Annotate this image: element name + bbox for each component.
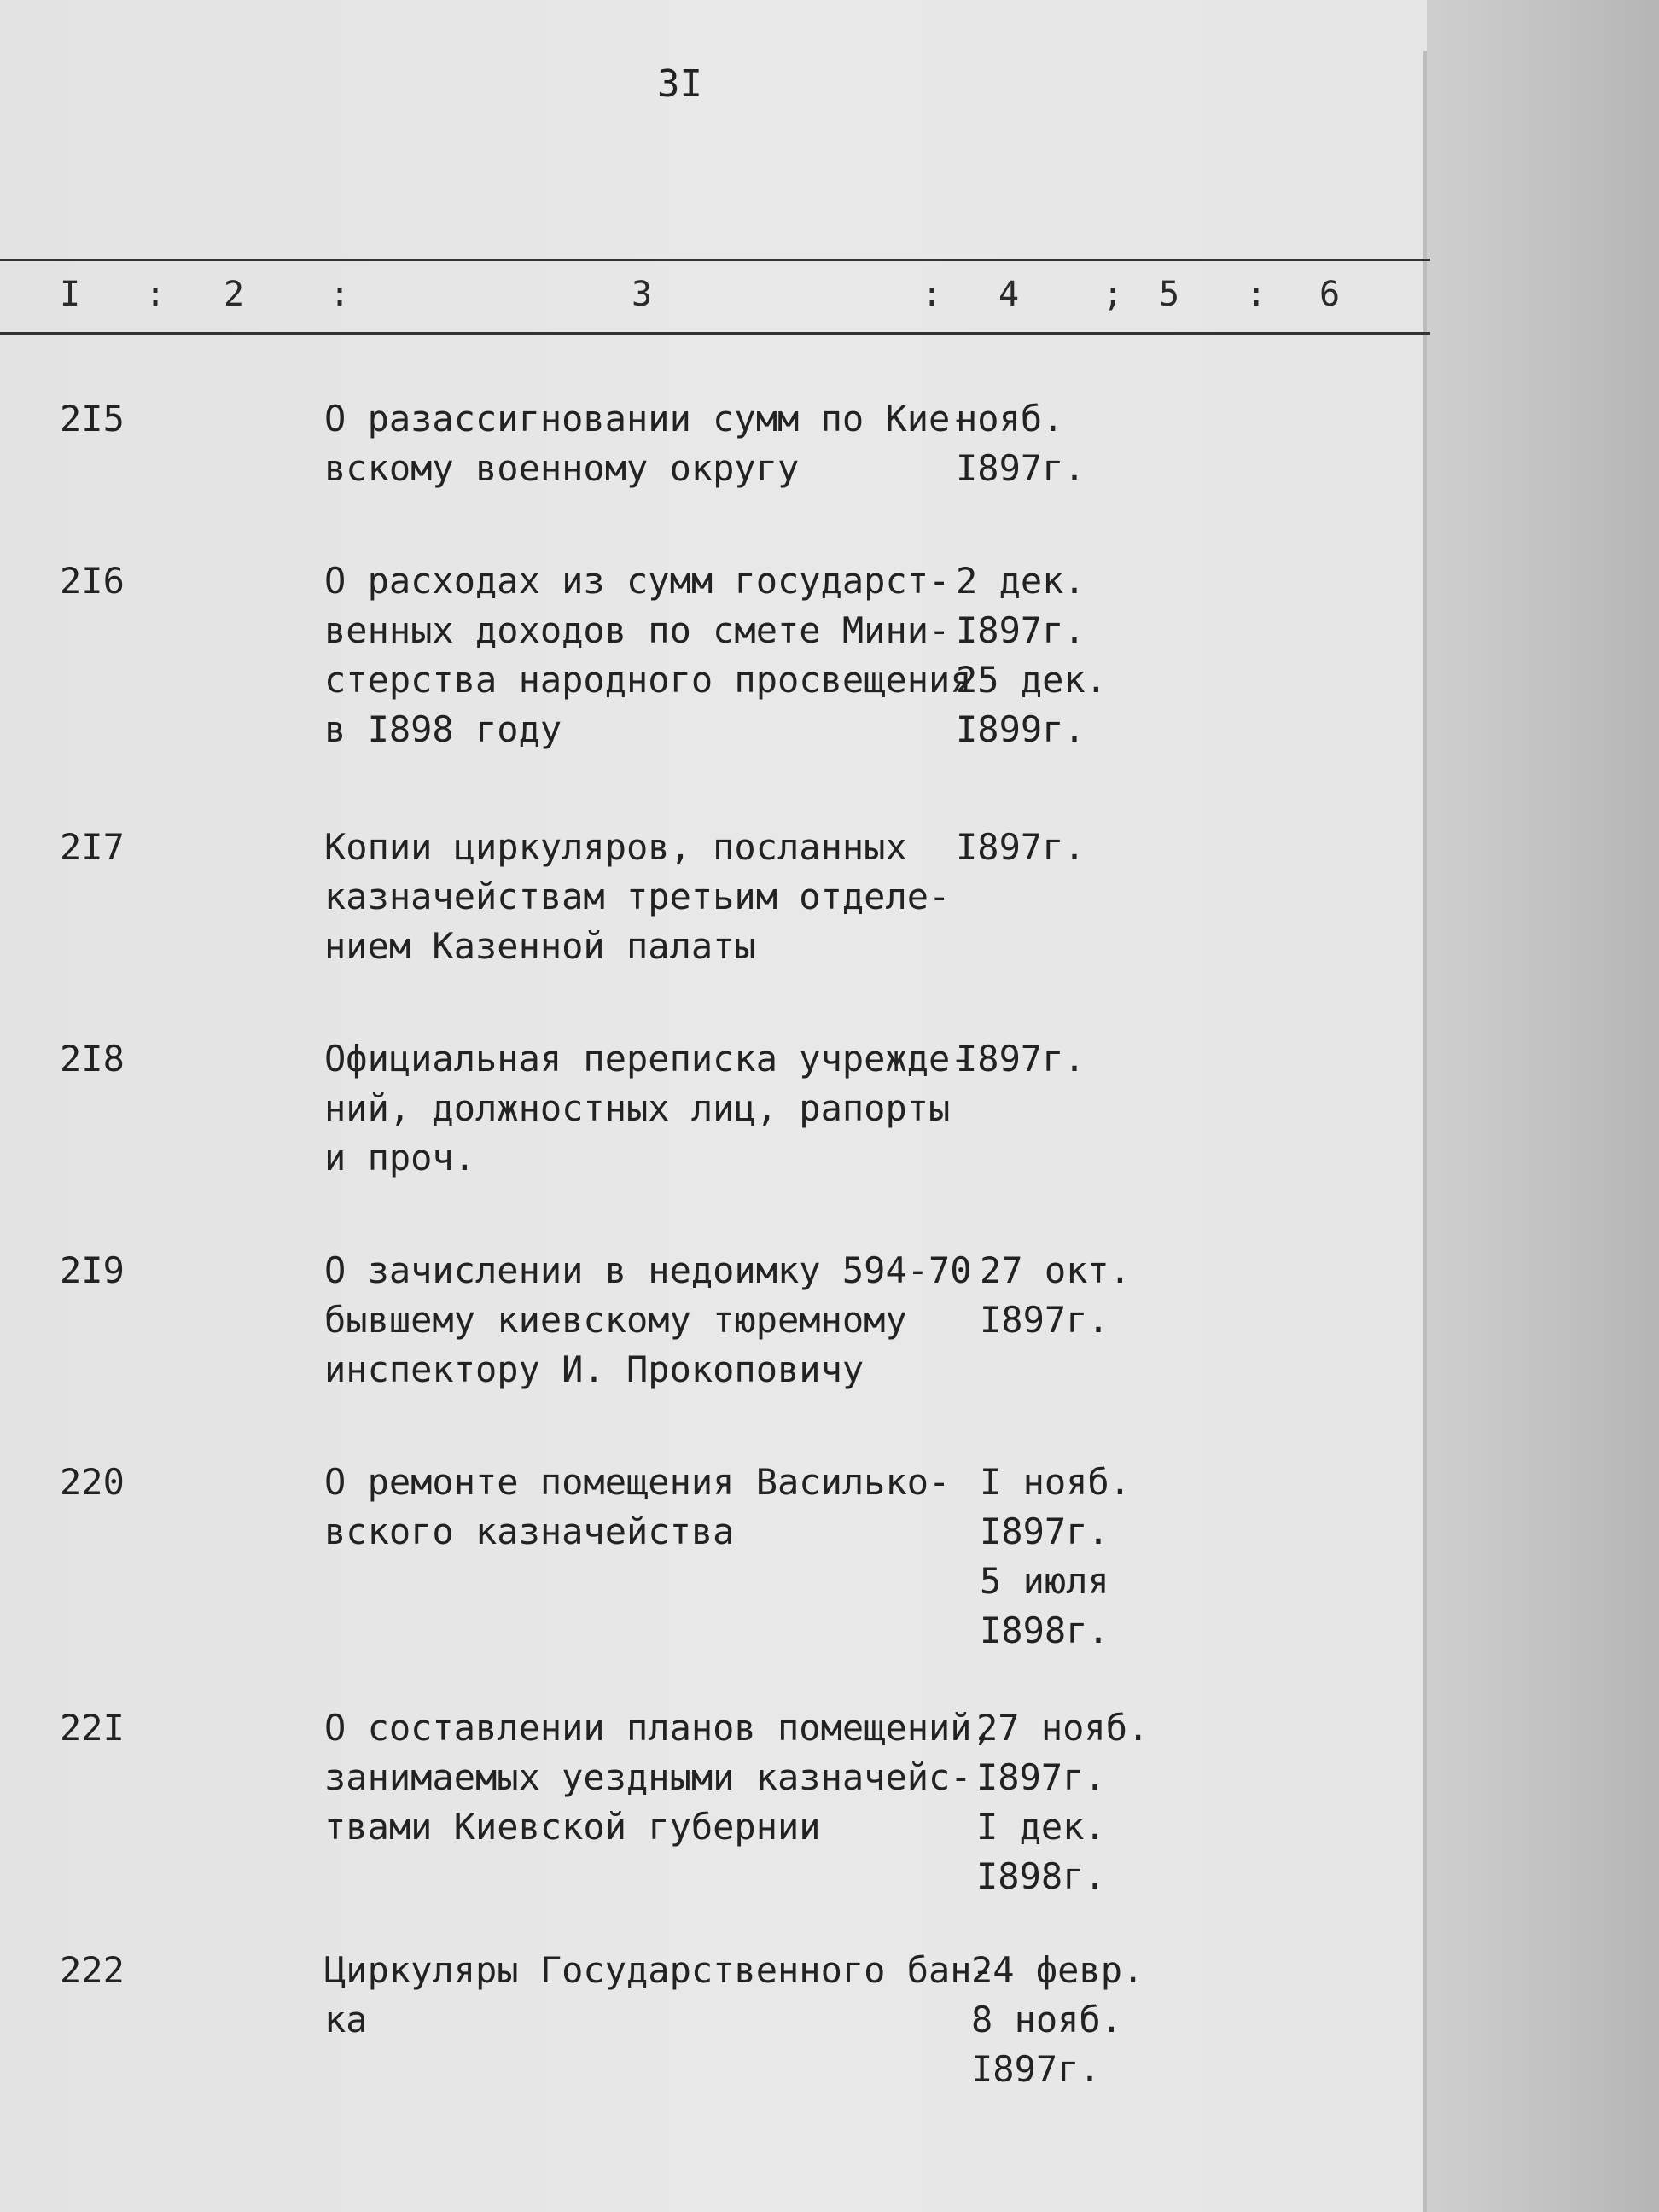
description-line: ка xyxy=(324,1999,368,2040)
description-line: ний, должностных лиц, рапорты xyxy=(324,1087,951,1129)
date-line: I898г. xyxy=(976,1855,1106,1897)
entry-description xyxy=(324,1703,993,1852)
entry-dates xyxy=(956,1034,1086,1084)
entry-number: 222 xyxy=(60,1949,125,1991)
date-line: 2 дек. xyxy=(956,560,1086,602)
entry-number: 2I7 xyxy=(60,826,125,868)
description-line: венных доходов по смете Мини- xyxy=(324,609,951,651)
date-line: I899г. xyxy=(956,708,1086,750)
entry-number: 2I9 xyxy=(60,1249,125,1291)
entry-dates xyxy=(980,1458,1131,1656)
entry-number: 2I5 xyxy=(60,398,125,439)
header-col-3: 3 xyxy=(632,275,653,314)
entry-number: 2I6 xyxy=(60,560,125,602)
description-line: твами Киевской губернии xyxy=(324,1806,821,1848)
header-sep-1: : xyxy=(145,275,166,314)
entry-description xyxy=(324,1246,972,1394)
header-col-4: 4 xyxy=(998,275,1020,314)
header-sep-2: : xyxy=(329,275,351,314)
description-line: в I898 году xyxy=(324,708,562,750)
description-line: О разассигновании сумм по Кие- xyxy=(324,398,972,439)
entry-number: 2I8 xyxy=(60,1038,125,1080)
date-line: 27 нояб. xyxy=(976,1707,1150,1749)
date-line: I897г. xyxy=(956,609,1086,651)
description-line: вского казначейства xyxy=(324,1511,735,1552)
description-line: и проч. xyxy=(324,1137,476,1179)
date-line: нояб. xyxy=(956,398,1064,439)
date-line: I898г. xyxy=(980,1610,1109,1651)
description-line: бывшему киевскому тюремному xyxy=(324,1299,907,1341)
underlying-page xyxy=(1427,0,1659,2212)
column-header-row xyxy=(0,261,1430,331)
date-line: I дек. xyxy=(976,1806,1106,1848)
description-line: О ремонте помещения Василько- xyxy=(324,1461,951,1503)
entry-description xyxy=(324,1458,950,1557)
date-line: I нояб. xyxy=(980,1461,1132,1503)
entry-number: 220 xyxy=(60,1461,125,1503)
header-col-1: I xyxy=(60,275,81,314)
date-line: I897г. xyxy=(980,1511,1109,1552)
header-col-2: 2 xyxy=(224,275,245,314)
entry-dates xyxy=(980,1246,1131,1345)
header-rule-bottom xyxy=(0,332,1430,335)
header-col-5: 5 xyxy=(1159,275,1180,314)
description-line: О зачислении в недоимку 594-70 xyxy=(324,1249,972,1291)
entry-description xyxy=(324,823,950,971)
entry-dates xyxy=(956,823,1086,872)
entry-description xyxy=(324,1034,972,1183)
description-line: О расходах из сумм государст- xyxy=(324,560,951,602)
date-line: I897г. xyxy=(956,1038,1086,1080)
description-line: нием Казенной палаты xyxy=(324,925,756,967)
date-line: 27 окт. xyxy=(980,1249,1132,1291)
date-line: I897г. xyxy=(976,1756,1106,1798)
date-line: 24 февр. xyxy=(971,1949,1144,1991)
date-line: I897г. xyxy=(956,826,1086,868)
description-line: вскому военному округу xyxy=(324,447,800,489)
date-line: I897г. xyxy=(980,1299,1109,1341)
header-sep-5: : xyxy=(1246,275,1267,314)
description-line: Официальная переписка учрежде- xyxy=(324,1038,972,1080)
header-col-6: 6 xyxy=(1319,275,1341,314)
description-line: инспектору И. Прокоповичу xyxy=(324,1348,864,1390)
entry-description xyxy=(324,1946,993,2045)
description-line: Копии циркуляров, посланных xyxy=(324,826,907,868)
header-sep-3: : xyxy=(922,275,943,314)
entry-number: 22I xyxy=(60,1707,125,1749)
entry-dates xyxy=(956,394,1086,493)
entry-dates xyxy=(956,556,1107,754)
entry-dates xyxy=(971,1946,1144,2094)
date-line: 5 июля xyxy=(980,1560,1109,1602)
header-sep-4: ; xyxy=(1103,275,1124,314)
date-line: I897г. xyxy=(971,2048,1101,2090)
page-number: 3I xyxy=(657,62,702,106)
description-line: казначействам третьим отделе- xyxy=(324,876,951,917)
date-line: 25 дек. xyxy=(956,659,1108,701)
description-line: О составлении планов помещений, xyxy=(324,1707,993,1749)
entry-description xyxy=(324,556,972,754)
entry-description xyxy=(324,394,972,493)
date-line: 8 нояб. xyxy=(971,1999,1123,2040)
description-line: стерства народного просвещения xyxy=(324,659,972,701)
entry-dates xyxy=(976,1703,1149,1901)
description-line: занимаемых уездными казначейс- xyxy=(324,1756,972,1798)
date-line: I897г. xyxy=(956,447,1086,489)
description-line: Циркуляры Государственного бан- xyxy=(324,1949,993,1991)
